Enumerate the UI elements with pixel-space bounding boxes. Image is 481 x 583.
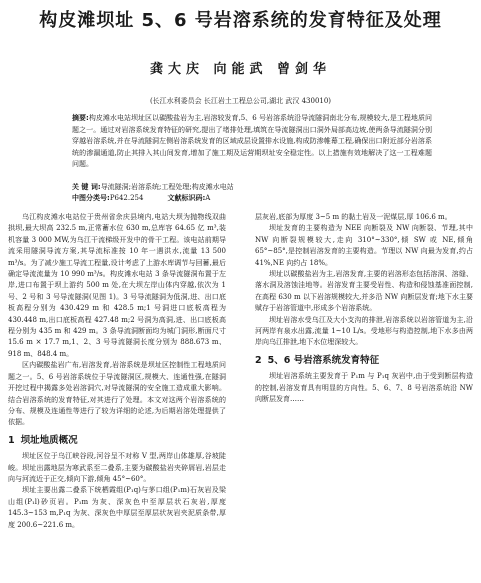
paragraph: 层灰岩,底部为厚度 3~5 m 的黏土岩及一泥煤层,厚 106.6 m。	[255, 213, 452, 221]
section-heading-1	[8, 435, 226, 446]
keywords-line	[72, 182, 432, 193]
paragraph: 坝址岩溶系统主要发育于 P₁m 与 P₁q 灰岩中,由于受到断层构造的控制,岩溶发育具有明显的方向性。5、6、7、8 号岩溶系统沿 NW 向断层发育……	[255, 372, 473, 404]
section-title: 坝址地质概况	[20, 434, 78, 446]
left-column	[8, 212, 226, 531]
paragraph: 坝址岩溶水受乌江及大小支沟的排泄,岩溶系统以岩溶管道为主,沿河两岸有泉水出露,流量 1~10 L/s。受地形与构造控制,地下水多由两岸向乌江排泄,地下水位埋深较大。	[255, 315, 473, 347]
authors: 龚大庆 向能武 曾剑华	[149, 62, 332, 77]
keywords-text: 导流隧洞;岩溶系统;工程处理;构皮滩水电站	[100, 183, 234, 191]
paragraph: 坝址主要出露二叠系下统栖霞组(P₁q)与茅口组(P₁m)石灰岩及梁山组(P₁l)砂页岩。P₁m 为灰、深灰色中至厚层状石灰岩,厚度 145.3~153 m,P₁q 为灰、深灰色中厚层至厚层状灰岩夹泥质条带,厚度 200.6~221.6 m。	[8, 486, 226, 529]
classification-line	[72, 193, 432, 204]
paragraph: 坝址发育的主要构造为 NEE 向断裂及 NW 向断裂、节理,其中 NW 向断裂规模较大,走向 310°~330°,倾 SW 或 NE,倾角 65°~85°,是控制岩溶发育的主要构造。节理以 NW 向最为发育,约占 41%,NE 向约占 18%。	[255, 224, 473, 267]
abstract-label: 摘要:	[72, 114, 89, 122]
paper-title: 构皮滩坝址 5、6 号岩溶系统的发育特征及处理	[39, 10, 442, 31]
affiliation: (长江水利委员会 长江岩土工程总公司,湖北 武汉 430010)	[149, 97, 332, 105]
paragraph: 坝址区位于乌江峡谷段,河谷呈不对称 V 型,两岸山体雄厚,谷坡陡峻。坝址出露地层为寒武系至二叠系,主要为碳酸盐岩夹碎屑岩,岩层走向与河流近于正交,倾向下游,倾角 45°~60°。	[8, 452, 226, 483]
section-heading-2	[255, 355, 473, 366]
paragraph: 坝址以碳酸盐岩为主,岩溶发育,主要的岩溶形态包括溶洞、溶缝、落水洞及溶蚀洼地等。岩溶发育主要受岩性、构造和侵蚀基准面控制,在高程 630 m 以下岩溶规模较大,并多沿 NW 向断层发育;地下水主要赋存于岩溶管道中,形成多个岩溶系统。	[255, 270, 473, 313]
right-column	[255, 212, 473, 406]
section-title: 5、6 号岩溶系统发育特征	[267, 354, 380, 366]
clc-code: P642.254	[109, 194, 144, 202]
keywords-label: 关 键 词:	[72, 183, 101, 191]
abstract-text: 构皮滩水电站坝址区以碳酸盐岩为主,岩溶较发育,5、6 号岩溶系统沿导流隧洞南北分布,规模较大,是工程地质问题之一。通过对岩溶系统发育特征的研究,提出了堵排处理,填筑在导流隧洞出口洞外局部高边坡,使两条导流隧洞分别穿越岩溶系统,并在导流隧洞左侧岩溶系统发育的区域成层设置排水设施,构成防渗帷幕工程,确保出口附近部分岩溶系统的渗漏通道,防止其排入其山间发育,增加了施工期及运营期坝址安全稳定性。以上措施有效地解决了这一工程难题问题。	[72, 114, 432, 168]
doc-code-label: 文献标识码:	[167, 194, 206, 202]
abstract	[72, 113, 432, 171]
paragraph: 乌江构皮滩水电站位于贵州省余庆县境内,电站大坝为抛物线双曲拱坝,最大坝高 232.5 m,正常蓄水位 630 m,总库容 64.65 亿 m³,装机容量 3 000 MW,为乌江干流梯级开发中的骨干工程。该电站前期导流采用隧洞导流方案,其导流标准按 10 年一遇洪水,流量 13 500 m³/s。为了减少施工导流工程量,设计考虑了上游水库调节与回蓄,最后确定导流流量为 10 990 m³/s。构皮滩水电站 3 条导流隧洞布置于左岸,进口布置于坝上游约 500 m 处,在大坝左岸山体内穿越,依次为 1 号、2 号和 3 号导流隧洞(见图 1)。3 号导流隧洞为低洞,进、出口底板高程分别为 430.429 m 和 428.5 m;1 号洞进口底板高程为 430.448 m,出口底板高程 427.48 m;2 号洞为高洞,进、出口底板高程分别为 435 m 和 429 m。3 条导流洞断面均为城门洞形,断面尺寸 15.6 m × 17.7 m,1、2、3 号导流隧洞长度分别为 888.673 m、918 m、848.4 m。	[8, 213, 226, 358]
meta-block	[72, 182, 432, 204]
doc-code: A	[205, 194, 211, 202]
section-number: 1	[8, 434, 15, 446]
section-number: 2	[255, 354, 262, 366]
paragraph: 区内碳酸盐岩广布,岩溶发育,岩溶系统是坝址区控制性工程地质问题之一。5、6 号岩溶系统位于导流隧洞区,规模大、连通性强,在隧洞开挖过程中揭露多处岩溶洞穴,对导流隧洞的安全施工造成重大影响。结合岩溶系统的发育特征,对其进行了处理。本文对这两个岩溶系统的分布、规模及连通性等进行了较为详细的论述,为后期岩溶处理提供了依据。	[8, 361, 226, 427]
clc-label: 中图分类号:	[72, 194, 110, 202]
